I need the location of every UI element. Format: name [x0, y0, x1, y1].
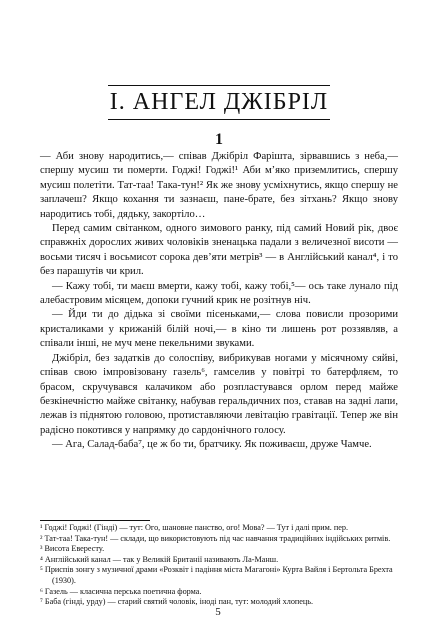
footnote: ¹ Годжі! Годжі! (Гінді) — тут: Ого, шановне панство, ого! Мова? — Тут і далі прим. пер.: [40, 523, 349, 532]
title-rule-top: [108, 85, 330, 86]
section-number: 1: [215, 131, 223, 148]
title-rule-bottom: [108, 119, 330, 120]
footnote: ⁵ Приспів зонгу з музичної драми «Розквіт і падіння міста Магагоні» Курта Вайля і Бертольта Брехта (1930).: [40, 565, 393, 585]
paragraph: — Ага, Салад-баба⁷, це ж бо ти, братчику. Як поживаєш, друже Чамче.: [52, 439, 372, 451]
paragraph: Джібріл, без задатків до солоспіву, вибрикував ногами у місячному сяйві, співав свою імпровізовану газель⁶, гамселив у повітрі то батерфляєм, то брасом, скручувався калачиком або розпластувався орлом перед майже безкінечністю майже світанку, набував геральдичних поз, ставав на задні лапи, лежав із піднятою головою, протиставляючи левітацію гравітації. Тепер же він радісно покотився у напрямку до сардонічного голосу.: [40, 352, 398, 436]
footnote: ⁶ Газель — класична перська поетична форма.: [40, 586, 202, 596]
body-text: [40, 150, 398, 453]
paragraph: Перед самим світанком, одного зимового ранку, під самий Новий рік, двоє справжніх дорослих живих чоловіків зненацька падали з величезної висоти — восьми тисяч і восьмисот сорока дев’яти метрів³ — в Англійський канал⁴, і то без парашутів чи крил.: [40, 223, 398, 278]
paragraph: — Кажу тобі, ти маєш вмерти, кажу тобі, кажу тобі,⁵— ось таке лунало під алебастровим місяцем, допоки гучний крик не розітнув ніч.: [40, 280, 398, 307]
footnote: ² Тат-таа! Така-тун! — склади, що використовують під час навчання традиційних індійських ритмів.: [40, 533, 391, 543]
chapter-title: І. АНГЕЛ ДЖІБРІЛ: [109, 89, 329, 115]
footnote-divider: [40, 520, 150, 521]
footnote: ⁴ Англійський канал — так у Великій Британії називають Ла-Манш.: [40, 554, 279, 564]
footnotes: [40, 523, 398, 608]
paragraph: — Йди ти до дідька зі своїми пісеньками,— слова повисли прозорими кристаликами у крижаній білій ночі,— в кіно ти лишень рот роззявляв, а співали інші, не муч мене пекельними звуками.: [40, 309, 398, 350]
paragraph: — Аби знову народитись,— співав Джібріл Фарішта, зірвавшись з неба,— спершу мусиш ти померти. Годжі! Годжі!¹ Аби м’яко приземлитись, спершу мусиш полетіти. Тат-таа! Така-тун!² Як же знову усміхнутись, якщо спершу не заплачеш? Якщо кохання ти зазнаєш, пане-брате, без зітхань? Якщо знову народитись тобі, дядьку, закортіло…: [40, 151, 398, 220]
footnote: ⁷ Баба (гінді, урду) — старий святий чоловік, іноді пан, тут: молодий хлопець.: [40, 597, 314, 607]
page-number: 5: [215, 606, 221, 618]
footnote: ³ Висота Евересту.: [40, 544, 105, 554]
